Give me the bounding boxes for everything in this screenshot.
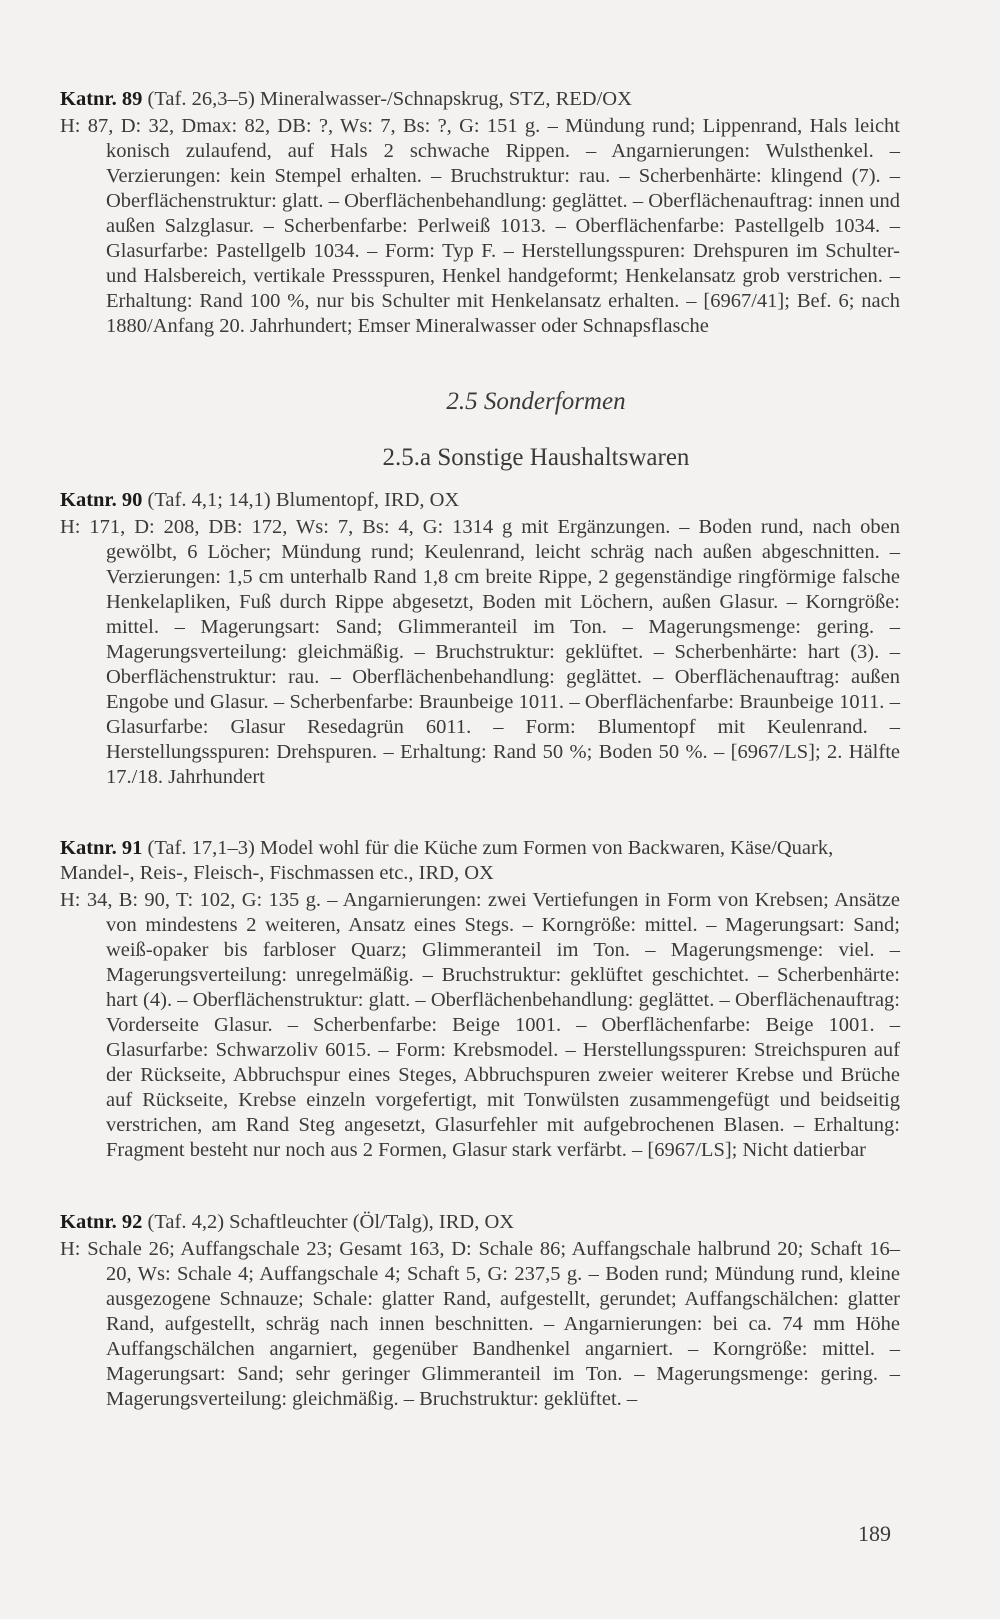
entry-92-title: (Taf. 4,2) Schaftleuchter (Öl/Talg), IRD, OX [142, 1211, 515, 1233]
entry-91-title: (Taf. 17,1–3) Model wohl für die Küche zum Formen von Backwaren, Käse/Quark, Mandel-, Reis-, Fleisch-, Fischmassen etc., IRD, OX [60, 837, 834, 884]
entry-92-description: H: Schale 26; Auffangschale 23; Gesamt 163, D: Schale 86; Auffangschale halbrund 20; Schaft 16–20, Ws: Schale 4; Auffangschale 4; Schaft 5, G: 237,5 g. – Boden rund; Mündung rund, kleine ausgezogene Schnauze; Schale: glatter Rand, aufgestellt, gerundet; Auffangschälchen: glatter Rand, aufgestellt, schräg nach innen beschnitten. – Angarnierungen: bei ca. 74 mm Höhe Auffangschälchen angarniert, gegenüber Bandhenkel angarniert. – Korngröße: mittel. – Magerungsart: Sand; sehr geringer Glimmeranteil im Ton. – Magerungsmenge: gering. – Magerungsverteilung: gleichmäßig. – Bruchstruktur: geklüftet. – [60, 1238, 900, 1410]
entry-90-description: H: 171, D: 208, DB: 172, Ws: 7, Bs: 4, G: 1314 g mit Ergänzungen. – Boden rund, nach oben gewölbt, 6 Löcher; Mündung rund; Keulenrand, leicht schräg nach außen abgeschnitten. – Verzierungen: 1,5 cm unterhalb Rand 1,8 cm breite Rippe, 2 gegenständige ringförmige falsche Henkelapliken, Fuß durch Rippe abgesetzt, Boden mit Löchern, außen Glasur. – Korngröße: mittel. – Magerungsart: Sand; Glimmeranteil im Ton. – Magerungsmenge: gering. – Magerungsverteilung: gleichmäßig. – Bruchstruktur: geklüftet. – Scherbenhärte: hart (3). – Oberflächenstruktur: rau. – Oberflächenbehandlung: geglättet. – Oberflächenauftrag: außen Engobe und Glasur. – Scherbenfarbe: Braunbeige 1011. – Oberflächenfarbe: Braunbeige 1011. – Glasurfarbe: Glasur Resedagrün 6011. – Form: Blumentopf mit Keulenrand. – Herstellungsspuren: Drehspuren. – Erhaltung: Rand 50 %; Boden 50 %. – [6967/LS]; 2. Hälfte 17./18. Jahrhundert [60, 516, 900, 788]
entry-89-heading [60, 87, 900, 112]
entry-90-number: Katnr. 90 [60, 489, 143, 511]
entry-92-number: Katnr. 92 [60, 1211, 143, 1233]
entry-91-heading [60, 836, 900, 886]
entry-90-heading [60, 488, 900, 513]
entry-89-title: (Taf. 26,3–5) Mineralwasser-/Schnapskrug, STZ, RED/OX [142, 88, 632, 110]
entry-91-description: H: 34, B: 90, T: 102, G: 135 g. – Angarnierungen: zwei Vertiefungen in Form von Krebsen; Ansätze von mindestens 2 weiteren, Ansatz eines Stegs. – Korngröße: mittel. – Magerungsart: Sand; weiß-opaker bis farbloser Quarz; Glimmeranteil im Ton. – Magerungsmenge: viel. – Magerungsverteilung: unregelmäßig. – Bruchstruktur: geklüftet geschichtet. – Scherbenhärte: hart (4). – Oberflächenstruktur: glatt. – Oberflächenbehandlung: geglättet. – Oberflächenauftrag: Vorderseite Glasur. – Scherbenfarbe: Beige 1001. – Oberflächenfarbe: Beige 1001. – Glasurfarbe: Schwarzoliv 6015. – Form: Krebsmodel. – Herstellungsspuren: Streichspuren auf der Rückseite, Abbruchspur eines Steges, Abbruchspuren zweier weiterer Krebse und Brüche auf Rückseite, Krebse einzeln vorgefertigt, mit Tonwülsten zusammengefügt und beidseitig verstrichen, am Rand Steg angesetzt, Glasurfehler mit aufgebrochenen Blasen. – Erhaltung: Fragment besteht nur noch aus 2 Formen, Glasur stark verfärbt. – [6967/LS]; Nicht datierbar [60, 889, 900, 1161]
entry-91-number: Katnr. 91 [60, 837, 143, 859]
page-number: 189 [858, 1521, 891, 1546]
entry-92-heading [60, 1210, 900, 1235]
entry-89-number: Katnr. 89 [60, 88, 143, 110]
subsection-heading: 2.5.a Sonstige Haushaltswaren [382, 444, 690, 471]
entry-90-title: (Taf. 4,1; 14,1) Blumentopf, IRD, OX [142, 489, 460, 511]
entry-89-description: H: 87, D: 32, Dmax: 82, DB: ?, Ws: 7, Bs: ?, G: 151 g. – Mündung rund; Lippenrand, Hals leicht konisch zulaufend, auf Hals 2 schwache Rippen. – Angarnierungen: Wulsthenkel. – Verzierungen: kein Stempel erhalten. – Bruchstruktur: rau. – Scherbenhärte: klingend (7). – Oberflächenstruktur: glatt. – Oberflächenbehandlung: geglättet. – Oberflächenauftrag: innen und außen Salzglasur. – Scherbenfarbe: Perlweiß 1013. – Oberflächenfarbe: Pastellgelb 1034. – Glasurfarbe: Pastellgelb 1034. – Form: Typ F. – Herstellungsspuren: Drehspuren im Schulter- und Halsbereich, vertikale Pressspuren, Henkel handgeformt; Henkelansatz grob verstrichen. – Erhaltung: Rand 100 %, nur bis Schulter mit Henkelansatz erhalten. – [6967/41]; Bef. 6; nach 1880/Anfang 20. Jahrhundert; Emser Mineralwasser oder Schnapsflasche [60, 115, 900, 337]
section-heading: 2.5 Sonderformen [446, 388, 626, 415]
